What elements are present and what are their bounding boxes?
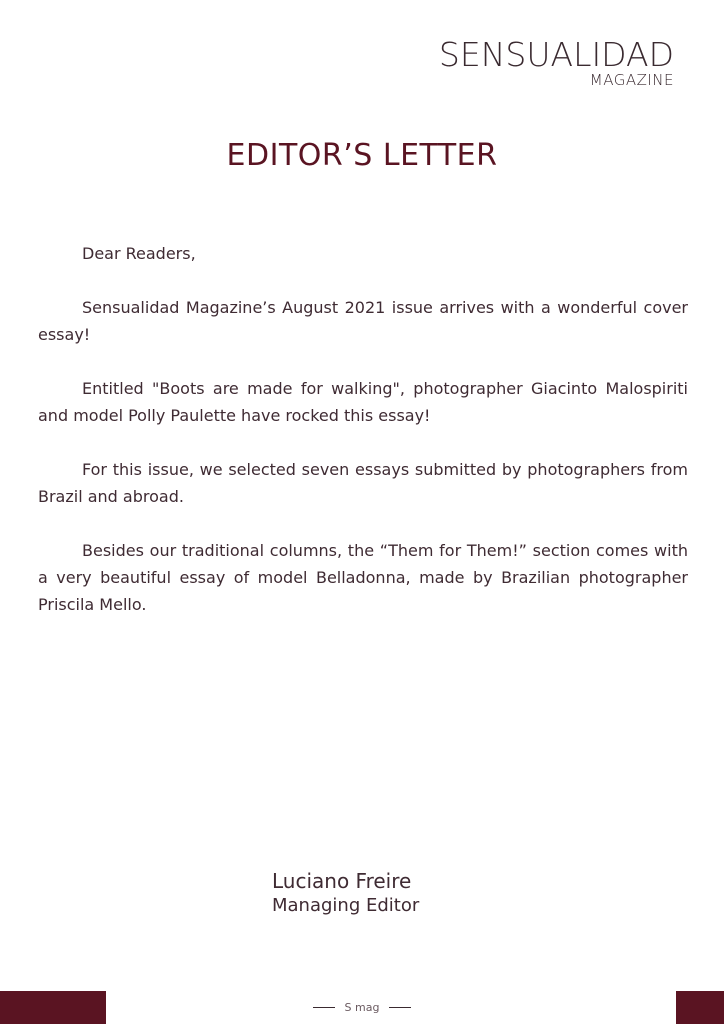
letter-paragraph: Entitled "Boots are made for walking", photographer Giacinto Malospiriti and model Polly Paulette have rocked this essay! [38,379,688,425]
signature-role: Managing Editor [272,895,420,916]
logo-brand-text: SENSUALIDAD [438,35,674,74]
signature-block [272,868,419,918]
letter-paragraph: For this issue, we selected seven essays submitted by photographers from Brazil and abroad. [38,460,688,506]
page-marker-rule-right [389,1007,411,1008]
letter-paragraph: Dear Readers, [82,244,196,263]
signature-name: Luciano Freire [272,869,412,893]
page-marker-rule-left [313,1007,335,1008]
page-title: EDITOR’S LETTER [226,138,498,173]
magazine-logo [439,36,674,88]
letter-paragraph: Sensualidad Magazine’s August 2021 issue arrives with a wonderful cover essay! [38,298,688,344]
logo-sub-text: MAGAZINE [589,71,674,89]
page-label: S mag [344,1001,380,1014]
letter-paragraph: Besides our traditional columns, the “Them for Them!” section comes with a very beautiful essay of model Belladonna, made by Brazilian photographer Priscila Mello. [38,541,688,614]
page-marker [0,1001,724,1014]
letter-body [38,240,688,645]
